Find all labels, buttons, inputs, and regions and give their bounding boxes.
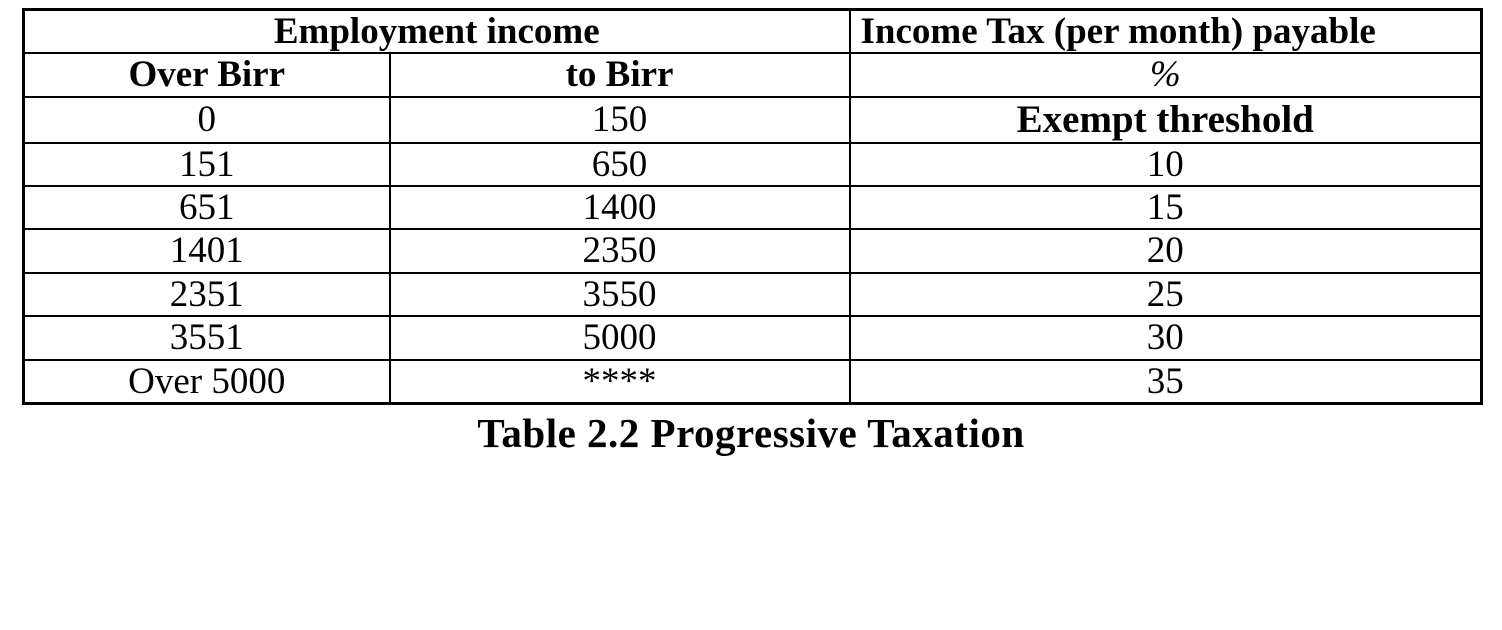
cell-rate: 30 — [850, 316, 1482, 359]
table-caption: Table 2.2 Progressive Taxation — [477, 410, 1025, 457]
cell-rate: 15 — [850, 186, 1482, 229]
cell-over: 3551 — [24, 316, 390, 359]
table-row — [24, 316, 1482, 359]
table-row — [24, 186, 1482, 229]
cell-to: 3550 — [390, 273, 850, 316]
cell-to: 650 — [390, 143, 850, 186]
cell-rate: 25 — [850, 273, 1482, 316]
table-header-row — [24, 10, 1482, 54]
cell-over: 2351 — [24, 273, 390, 316]
cell-to: 2350 — [390, 229, 850, 272]
header-employment-income: Employment income — [24, 10, 850, 54]
cell-over: 0 — [24, 97, 390, 143]
table-row — [24, 97, 1482, 143]
cell-rate: 20 — [850, 229, 1482, 272]
cell-rate: Exempt threshold — [850, 97, 1482, 143]
subheader-percent: % — [850, 53, 1482, 96]
table-row — [24, 143, 1482, 186]
header-income-tax: Income Tax (per month) payable — [850, 10, 1482, 54]
cell-over: 151 — [24, 143, 390, 186]
cell-to: 150 — [390, 97, 850, 143]
cell-rate: 35 — [850, 360, 1482, 404]
table-row — [24, 229, 1482, 272]
cell-to: 1400 — [390, 186, 850, 229]
table-row — [24, 273, 1482, 316]
cell-to: 5000 — [390, 316, 850, 359]
subheader-to-birr: to Birr — [390, 53, 850, 96]
progressive-taxation-table — [22, 8, 1483, 405]
table-row — [24, 360, 1482, 404]
cell-over: 651 — [24, 186, 390, 229]
cell-rate: 10 — [850, 143, 1482, 186]
cell-over: Over 5000 — [24, 360, 390, 404]
cell-over: 1401 — [24, 229, 390, 272]
cell-to: **** — [390, 360, 850, 404]
table-subheader-row — [24, 53, 1482, 96]
subheader-over-birr: Over Birr — [24, 53, 390, 96]
